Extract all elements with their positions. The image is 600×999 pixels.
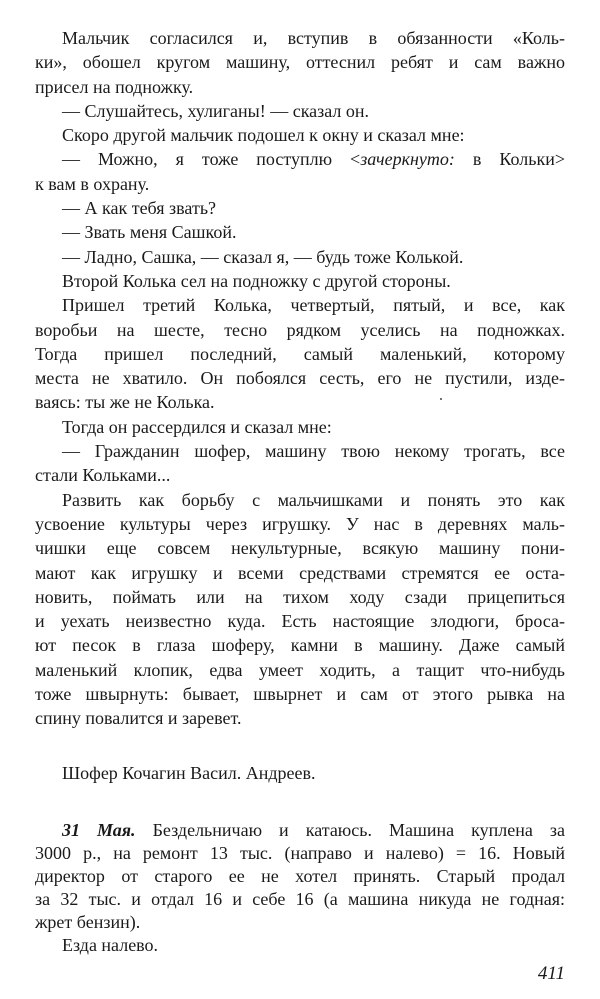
page-body [35,26,565,957]
entry-date: 31 Мая. [62,819,136,840]
text-line: — Звать меня Сашкой. [62,222,237,243]
text-line: Тогда он рассердился и сказал мне: [62,416,332,437]
text-line: воробьи на шесте, тесно рядком уселись на подножках. [35,319,565,340]
text-line: Езда налево. [62,934,159,955]
text-line: ют песок в глаза шоферу, камни в машину. Даже самый [35,635,565,656]
text-line: места не хватило. Он побоялся сесть, его не пустили, изде- [35,368,565,389]
diary-entry [35,819,565,957]
text-line: ки», обошел кругом машину, оттеснил ребят и сам важно [35,52,565,73]
text-line: новить, поймать или на тихом ходу сзади прицепиться [35,586,565,607]
text-line [35,147,565,171]
text-line: 3000 р., на ремонт 13 тыс. (направо и налево) = 16. Новый [35,842,565,863]
text-line: Развить как борьбу с мальчишками и понять это как [62,489,565,510]
page-number: 411 [537,963,565,984]
text-segment: Бездельничаю и катаюсь. Машина куплена за [135,819,565,840]
diary-entry-first-line [35,819,565,842]
text-segment: в Кольки> [454,149,566,170]
text-line: чишки еще совсем некультурные, всякую машину пони- [35,538,565,559]
text-line: ваясь: ты же не Колька. [35,392,215,413]
text-line: к вам в охрану. [35,173,150,194]
text-line: стали Кольками... [35,465,171,486]
print-speck [440,398,442,400]
text-line: директор от старого ее не хотел принять. Старый продал [35,865,565,886]
text-line: и уехать неизвестно куда. Есть настоящие злодюги, броса- [35,611,565,632]
text-line: Мальчик согласился и, вступив в обязанности «Коль- [62,28,565,48]
text-line: спину повалится и заревет. [35,708,242,729]
text-line: присел на подножку. [35,76,194,97]
text-line: Скоро другой мальчик подошел к окну и сказал мне: [62,125,465,146]
signature-line: Шофер Кочагин Васил. Андреев. [62,762,316,783]
text-line: Тогда пришел последний, самый маленький, которому [35,343,565,364]
text-line: Пришел третий Колька, четвертый, пятый, и все, как [62,295,565,316]
text-line: за 32 тыс. и отдал 16 и себе 16 (а машина никуда не годная: [35,888,565,909]
text-line: — Ладно, Сашка, — сказал я, — будь тоже Колькой. [62,246,464,267]
text-line: мают как игрушку и всеми средствами стремятся ее оста- [35,562,565,583]
text-line: жрет бензин). [35,911,141,932]
text-line: тоже швырнуть: бывает, швырнет и сам от этого рывка на [35,684,565,705]
text-segment: — Можно, я тоже поступлю < [62,149,361,170]
text-line: — А как тебя звать? [62,198,217,219]
editor-note: зачеркнуто: [360,149,455,170]
text-line: Второй Колька сел на подножку с другой стороны. [62,270,451,291]
text-line: маленький клопик, едва умеет ходить, а тащит что-нибудь [35,659,565,680]
text-line: — Слушайтесь, хулиганы! — сказал он. [62,100,370,121]
text-line: — Гражданин шофер, машину твою некому трогать, все [62,441,565,462]
text-line: усвоение культуры через игрушку. У нас в деревнях маль- [35,513,565,534]
